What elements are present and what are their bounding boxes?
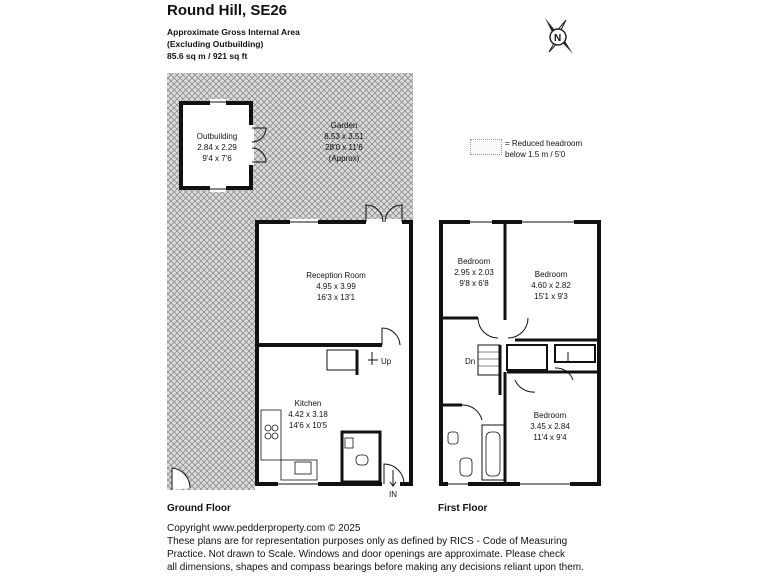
bedroom-small-metric: 2.95 x 2.03	[454, 268, 494, 277]
area-line-1: Approximate Gross Internal Area	[167, 27, 300, 37]
bedroom-small-imperial: 9'8 x 6'8	[459, 279, 489, 288]
stairs-down-marker: Dn	[465, 357, 476, 366]
legend-line-2: below 1.5 m / 5'0	[505, 150, 566, 159]
garden-metric: 8.53 x 3.51	[324, 132, 364, 141]
reception-imperial: 16'3 x 13'1	[316, 293, 356, 302]
reception-name: Reception Room	[306, 271, 366, 280]
copyright-line: Copyright www.pedderproperty.com © 2025	[167, 523, 361, 534]
disclaimer-line-2: Practice. Not drawn to Scale. Windows and door openings are approximate. Please check	[167, 549, 565, 560]
label-bedroom-rear	[530, 411, 570, 442]
outbuilding-name: Outbuilding	[196, 132, 238, 141]
garden-name: Garden	[330, 121, 358, 130]
ground-floor-label: Ground Floor	[167, 503, 231, 514]
bedroom-front-metric: 4.60 x 2.82	[531, 281, 571, 290]
first-floor-label: First Floor	[438, 503, 488, 514]
bedroom-rear-name: Bedroom	[533, 411, 567, 420]
garden-note: (Approx)	[328, 154, 360, 163]
garden-imperial: 28'0 x 11'6	[325, 143, 363, 152]
disclaimer-line-3: all dimensions, shapes and compass bearings before making any decisions reliant upon them.	[167, 562, 584, 573]
page-title: Round Hill, SE26	[167, 2, 288, 19]
bedroom-rear-metric: 3.45 x 2.84	[530, 422, 570, 431]
bedroom-rear-imperial: 11'4 x 9'4	[533, 433, 567, 442]
kitchen-imperial: 14'6 x 10'5	[288, 421, 328, 430]
outbuilding-metric: 2.84 x 2.29	[197, 143, 237, 152]
area-line-3: 85.6 sq m / 921 sq ft	[167, 51, 248, 61]
kitchen-metric: 4.42 x 3.18	[288, 410, 328, 419]
outbuilding-imperial: 9'4 x 7'6	[202, 154, 232, 163]
stairs-up-marker: Up	[381, 357, 392, 366]
kitchen-name: Kitchen	[294, 399, 322, 408]
ground-floor-house	[257, 205, 411, 487]
label-bedroom-small	[454, 257, 494, 288]
bedroom-front-name: Bedroom	[534, 270, 568, 279]
compass-north-label: N	[554, 33, 562, 44]
legend-line-1: = Reduced headroom	[505, 139, 583, 148]
label-bedroom-front	[531, 270, 571, 301]
bedroom-front-imperial: 15'1 x 9'3	[534, 292, 568, 301]
disclaimer-line-1: These plans are for representation purposes only as defined by RICS - Code of Measuring	[167, 536, 568, 547]
reception-metric: 4.95 x 3.99	[316, 282, 356, 291]
entrance-marker: IN	[389, 490, 397, 499]
area-line-2: (Excluding Outbuilding)	[167, 39, 264, 49]
bedroom-small-name: Bedroom	[457, 257, 491, 266]
compass-icon	[545, 18, 573, 54]
label-outbuilding	[197, 132, 238, 163]
